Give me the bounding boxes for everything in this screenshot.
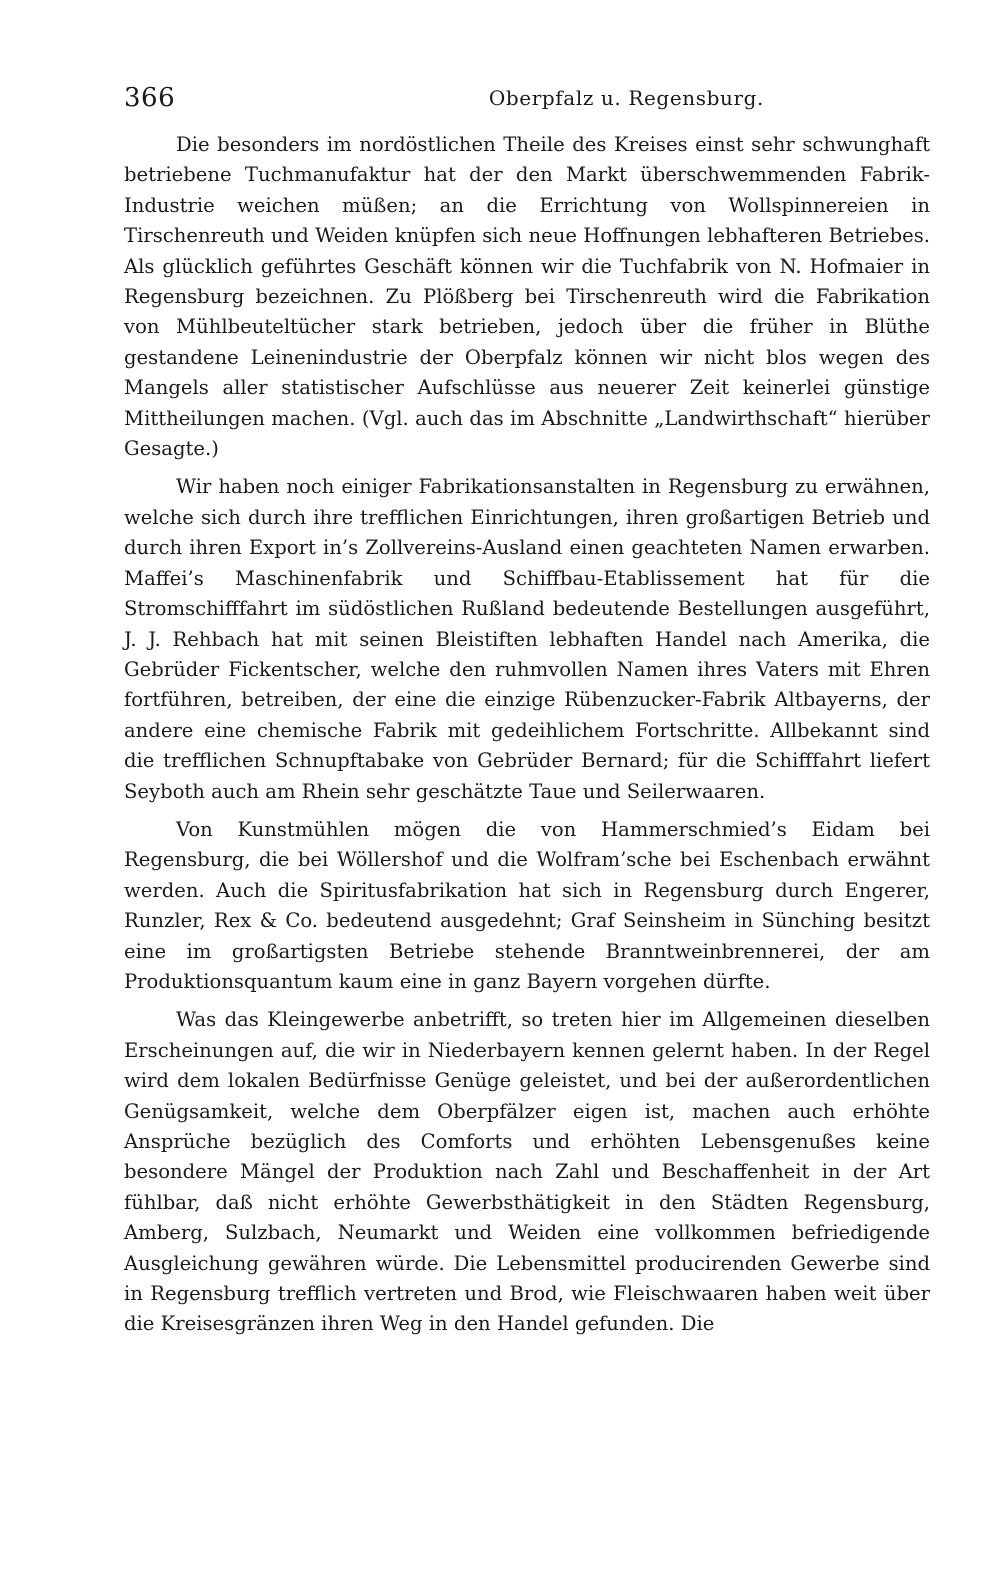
paragraph-fabrikationsanstalten: Wir haben noch einiger Fabrikationsanstalten in Regensburg zu erwähnen, welche sich durch ihre trefflichen Einrichtungen, ihren großartigen Betrieb und durch ihren Export in’s Zollvereins-Ausland einen geachteten Namen erwarben. Maffei’s Maschinenfabrik und Schiffbau-Etablissement hat für die Stromschifffahrt im südöstlichen Rußland bedeutende Bestellungen ausgeführt, J. J. Rehbach hat mit seinen Bleistiften lebhaften Handel nach Amerika, die Gebrüder Fickentscher, welche den ruhmvollen Namen ihres Vaters mit Ehren fortführen, betreiben, der eine die einzige Rübenzucker-Fabrik Altbayerns, der andere eine chemische Fabrik mit gedeihlichem Fortschritte. Allbekannt sind die trefflichen Schnupftabake von Gebrüder Bernard; für die Schifffahrt liefert Seyboth auch am Rhein sehr geschätzte Taue und Seilerwaaren. (124, 475, 930, 803)
paragraph-tuchmanufaktur: Die besonders im nordöstlichen Theile des Kreises einst sehr schwunghaft betriebene Tuchmanufaktur hat der den Markt überschwemmenden Fabrik-Industrie weichen müßen; an die Errichtung von Wollspinnereien in Tirschenreuth und Weiden knüpfen sich neue Hoffnungen lebhafteren Betriebes. Als glücklich geführtes Geschäft können wir die Tuchfabrik von N. Hofmaier in Regensburg bezeichnen. Zu Plößberg bei Tirschenreuth wird die Fabrikation von Mühlbeuteltücher stark betrieben, jedoch über die früher in Blüthe gestandene Leinenindustrie der Oberpfalz können wir nicht blos wegen des Mangels aller statistischer Aufschlüsse aus neuerer Zeit keinerlei günstige Mittheilungen machen. (Vgl. auch das im Abschnitte „Landwirthschaft“ hierüber Gesagte.) (124, 133, 930, 461)
body-text (124, 130, 930, 1340)
page-number: 366 (124, 83, 176, 113)
page-header (124, 80, 924, 116)
running-head: Oberpfalz u. Regensburg. (488, 86, 764, 110)
paragraph-kunstmuehlen: Von Kunstmühlen mögen die von Hammerschmied’s Eidam bei Regensburg, die bei Wöllershof und die Wolfram’sche bei Eschenbach erwähnt werden. Auch die Spiritusfabrikation hat sich in Regensburg durch Engerer, Runzler, Rex & Co. bedeutend ausgedehnt; Graf Seinsheim in Sünching besitzt eine im großartigsten Betriebe stehende Branntweinbrennerei, der am Produktionsquantum kaum eine in ganz Bayern vorgehen dürfte. (124, 817, 930, 993)
paragraph-kleingewerbe: Was das Kleingewerbe anbetrifft, so treten hier im Allgemeinen dieselben Erscheinungen auf, die wir in Niederbayern kennen gelernt haben. In der Regel wird dem lokalen Bedürfnisse Genüge geleistet, und bei der außerordentlichen Genügsamkeit, welche dem Oberpfälzer eigen ist, machen auch erhöhte Ansprüche bezüglich des Comforts und erhöhten Lebensgenußes keine besondere Mängel der Produktion nach Zahl und Beschaffenheit in der Art fühlbar, daß nicht erhöhte Gewerbsthätigkeit in den Städten Regensburg, Amberg, Sulzbach, Neumarkt und Weiden eine vollkommen befriedigende Ausgleichung gewähren würde. Die Lebensmittel producirenden Gewerbe sind in Regensburg trefflich vertreten und Brod, wie Fleischwaaren haben weit über die Kreisesgränzen ihren Weg in den Handel gefunden. Die (124, 1008, 930, 1336)
